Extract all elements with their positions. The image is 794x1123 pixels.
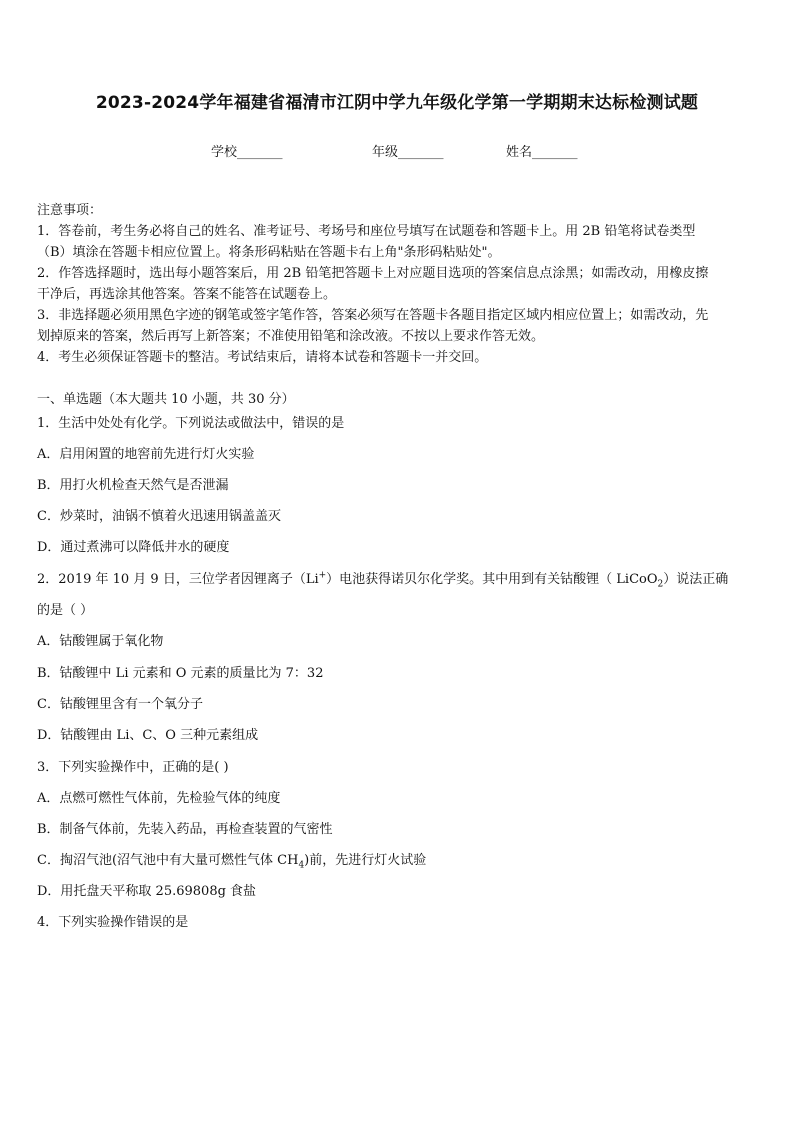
question-3-option-b: B．制备气体前，先装入药品，再检查装置的气密性	[37, 822, 333, 837]
notice-line: （B）填涂在答题卡相应位置上。将条形码粘贴在答题卡右上角"条形码粘贴处"。	[37, 245, 501, 260]
q3-c-pre: C．掏沼气池(沼气池中有大量可燃性气体 CH	[37, 853, 299, 868]
question-1-option-d: D．通过煮沸可以降低井水的硬度	[37, 540, 230, 555]
notice-line: 4．考生必须保证答题卡的整洁。考试结束后，请将本试卷和答题卡一并交回。	[37, 350, 488, 365]
q2-stem-mid: ）电池获得诺贝尔化学奖。其中用到有关钴酸锂（ LiCoO	[326, 572, 658, 587]
notice-line: 划掉原来的答案，然后再写上新答案；不准使用铅笔和涂改液。不按以上要求作答无效。	[37, 329, 545, 344]
question-4-stem: 4．下列实验操作错误的是	[37, 915, 189, 930]
question-2-stem	[37, 570, 728, 590]
notice-line: 3．非选择题必须用黑色字迹的钢笔或签字笔作答，答案必须写在答题卡各题目指定区域内相应位置上；如需改动，先	[37, 308, 709, 323]
notice-heading: 注意事项：	[37, 203, 103, 218]
question-3-option-a: A．点燃可燃性气体前，先检验气体的纯度	[37, 791, 281, 806]
question-2-option-b: B．钴酸锂中 Li 元素和 O 元素的质量比为 7：32	[37, 666, 324, 681]
question-1-option-a: A．启用闲置的地窖前先进行灯火实验	[37, 447, 255, 462]
q2-stem-sup: +	[318, 570, 327, 581]
question-2-option-c: C．钴酸锂里含有一个氧分子	[37, 697, 203, 712]
q3-c-post: )前，先进行灯火试验	[304, 853, 427, 868]
grade-field[interactable]: 年级_______	[372, 145, 444, 160]
question-3-option-d: D．用托盘天平称取 25.69808g 食盐	[37, 884, 257, 899]
question-3-option-c	[37, 851, 426, 871]
question-1-stem: 1．生活中处处有化学。下列说法或做法中，错误的是	[37, 416, 345, 431]
name-field[interactable]: 姓名_______	[506, 145, 578, 160]
q3-c-sub: 4	[298, 860, 305, 871]
notice-line: 干净后，再选涂其他答案。答案不能答在试题卷上。	[37, 287, 337, 302]
notice-line: 1．答卷前，考生务必将自己的姓名、准考证号、考场号和座位号填写在试题卷和答题卡上。用 2B 铅笔将试卷类型	[37, 224, 696, 239]
page-title: 2023-2024学年福建省福清市江阴中学九年级化学第一学期期末达标检测试题	[95, 93, 699, 113]
school-field[interactable]: 学校_______	[211, 145, 283, 160]
q2-stem-post: ）说法正确	[663, 572, 729, 587]
q2-stem-sub: 2	[657, 579, 664, 590]
notice-line: 2．作答选择题时，选出每小题答案后，用 2B 铅笔把答题卡上对应题目选项的答案信息点涂黑；如需改动，用橡皮擦	[37, 266, 709, 281]
q2-stem-pre: 2．2019 年 10 月 9 日，三位学者因锂离子（Li	[37, 572, 319, 587]
question-3-stem: 3．下列实验操作中，正确的是( )	[37, 760, 229, 775]
question-2-stem-cont: 的是（ ）	[37, 603, 94, 618]
question-2-option-a: A．钴酸锂属于氧化物	[37, 634, 164, 649]
question-2-option-d: D．钴酸锂由 Li、C、O 三种元素组成	[37, 728, 259, 743]
question-1-option-b: B．用打火机检查天然气是否泄漏	[37, 478, 229, 493]
question-1-option-c: C．炒菜时，油锅不慎着火迅速用锅盖盖灭	[37, 509, 281, 524]
section-heading: 一、单选题（本大题共 10 小题，共 30 分）	[37, 392, 295, 407]
